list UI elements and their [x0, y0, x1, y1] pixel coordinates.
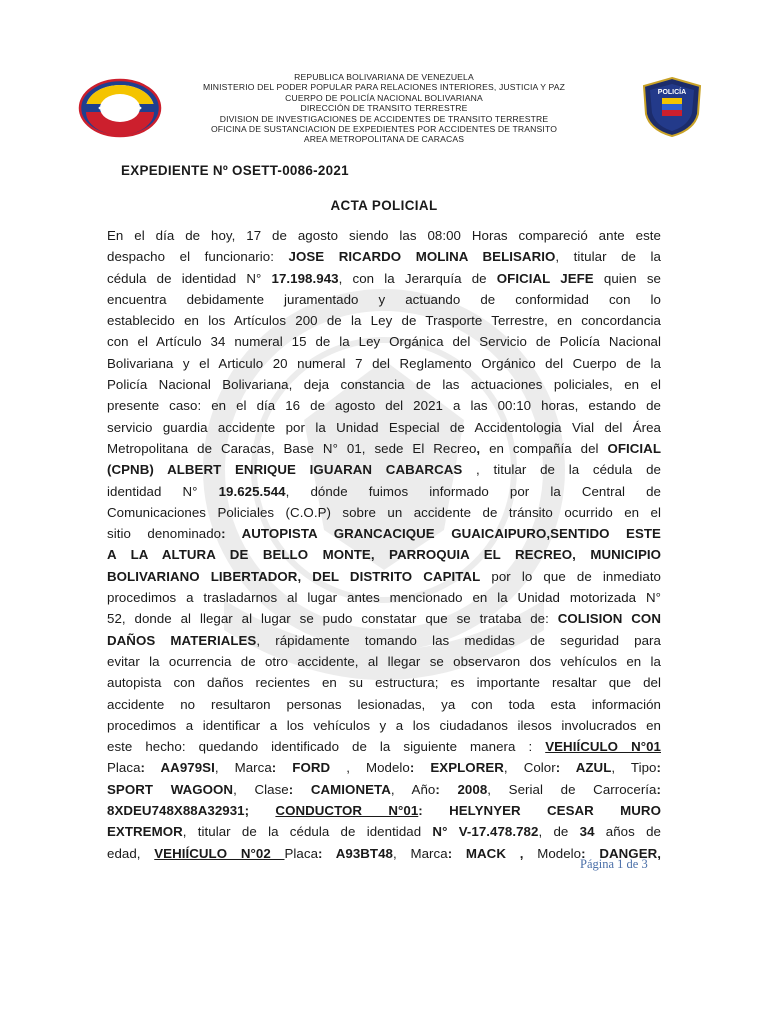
body-line: [107, 757, 661, 778]
body-line: [107, 630, 661, 651]
text-run: presente caso: en el día 16 de agosto del 2021 a las 00:10 horas, estando de: [107, 398, 661, 414]
text-run: 52, donde al llegar al lugar se pudo constatar que se trataba de:: [107, 611, 558, 627]
text-run: : CAMIONETA: [288, 781, 391, 797]
text-run: 19.625.544: [218, 483, 286, 499]
header-line: AREA METROPOLITANA DE CARACAS: [303, 134, 465, 145]
text-run: A LA ALTURA DE BELLO MONTE, PARROQUIA EL RECREO, MUNICIPIO: [107, 547, 661, 563]
text-run: 17.198.943: [271, 270, 339, 286]
text-run: , Marca: [393, 845, 448, 861]
text-run: , rápidamente tomando las medidas de seguridad para: [256, 632, 661, 648]
body-line: [107, 289, 661, 310]
body-line: [107, 481, 661, 502]
body-line: [107, 821, 661, 842]
body-line: [107, 502, 661, 523]
body-line: [107, 608, 661, 629]
text-run: En el día de hoy, 17 de agosto siendo las 08:00 Horas compareció ante este: [107, 228, 661, 243]
document-title: ACTA POLICIAL: [330, 198, 438, 213]
text-run: , Serial de Carrocería: [487, 781, 657, 797]
text-run: evitar la ocurrencia de otro accidente, al llegar se observaron dos vehículos en la: [107, 653, 661, 669]
text-run: :: [656, 781, 661, 797]
header-line: DIVISION DE INVESTIGACIONES DE ACCIDENTES DE TRANSITO TERRESTRE: [219, 113, 549, 124]
text-run: : A93BT48: [318, 845, 393, 861]
text-run: Policía Nacional Bolivariana, deja constancia de las actuaciones policiales, en el: [107, 377, 661, 393]
text-run: encuentra debidamente juramentado y actuando de conformidad con lo: [107, 291, 661, 307]
body-line: [107, 843, 661, 864]
text-run: : HELYNYER CESAR MURO: [418, 803, 661, 819]
text-run: : AZUL: [555, 760, 612, 776]
text-run: en compañía del: [480, 440, 608, 456]
text-run: 8XDEU748X88A32931;: [107, 803, 276, 819]
body-line: [107, 331, 661, 352]
text-run: procedimos a trasladarnos al lugar antes mencionado en la Unidad motorizada N°: [107, 590, 661, 606]
body-line: [107, 225, 661, 246]
case-number: EXPEDIENTE Nº OSETT-0086-2021: [121, 163, 349, 178]
body-line: [107, 268, 661, 289]
text-run: OFICIAL JEFE: [496, 270, 594, 286]
body-line: [107, 246, 661, 267]
text-run: VEHIÍCULO N°02: [154, 845, 285, 861]
document-header: [160, 72, 608, 145]
body-line: [107, 736, 661, 757]
text-run: Modelo: [523, 845, 582, 861]
text-run: : AA979SI: [140, 760, 215, 776]
body-line: [107, 779, 661, 800]
text-run: CONDUCTOR N°01: [275, 803, 419, 819]
text-run: , titular de la cédula de: [462, 462, 661, 478]
body-line: [107, 374, 661, 395]
body-line: [107, 651, 661, 672]
text-run: BOLIVARIANO LIBERTADOR, DEL DISTRITO CAPITAL: [107, 568, 481, 584]
body-line: [107, 544, 661, 565]
text-run: sitio denominado: [107, 526, 222, 542]
text-run: , Modelo: [330, 760, 410, 776]
document-body: [107, 225, 661, 864]
text-run: accidente no resultaron personas lesionadas, ya con toda esta información: [107, 696, 661, 712]
text-run: , Color: [503, 760, 556, 776]
text-run: servicio guardia accidente por la Unidad Especial de Accidentologia Vial del Área: [107, 419, 661, 435]
text-run: VEHIÍCULO N°01: [545, 739, 661, 755]
body-line: [107, 459, 661, 480]
body-line: [107, 523, 661, 544]
header-line: OFICINA DE SUSTANCIACION DE EXPEDIENTES POR ACCIDENTES DE TRANSITO: [210, 124, 558, 135]
ministry-seal-logo: [78, 78, 162, 138]
text-run: :: [656, 760, 661, 776]
text-run: SPORT WAGOON: [107, 781, 234, 797]
text-run: EXTREMOR: [107, 824, 183, 840]
text-run: 34: [579, 824, 595, 840]
text-run: ,: [476, 440, 481, 456]
text-run: cédula de identidad N°: [107, 270, 272, 286]
text-run: COLISION CON: [557, 611, 661, 627]
header-line: MINISTERIO DEL PODER POPULAR PARA RELACIONES INTERIORES, JUSTICIA Y PAZ: [202, 82, 566, 93]
text-run: quien se: [593, 270, 661, 286]
body-line: [107, 417, 661, 438]
text-run: , titular de la cédula de identidad: [182, 824, 433, 840]
text-run: Bolivariana y el Articulo 20 numeral 7 del Reglamento Orgánico del Cuerpo de la: [107, 355, 661, 371]
header-line: REPUBLICA BOLIVARIANA DE VENEZUELA: [294, 72, 474, 82]
body-line: [107, 353, 661, 374]
text-run: , titular de la: [555, 249, 661, 265]
text-run: Comunicaciones Policiales (C.O.P) sobre un accidente de tránsito ocurrido en el: [107, 504, 661, 520]
text-run: : AUTOPISTA GRANCACIQUE GUAICAIPURO,SENTIDO ESTE: [221, 526, 661, 542]
body-line: [107, 715, 661, 736]
text-run: autopista con daños recientes en su estructura; es importante resaltar que del: [107, 675, 661, 691]
text-run: , dónde fuimos informado por la Central de: [285, 483, 661, 499]
body-line: [107, 800, 661, 821]
text-run: : FORD: [271, 760, 331, 776]
body-line: [107, 566, 661, 587]
body-line: [107, 694, 661, 715]
text-run: por lo que de inmediato: [480, 568, 661, 584]
text-run: identidad N°: [107, 483, 219, 499]
text-run: procedimos a identificar a los vehículos y a los ciudadanos ilesos involucrados en: [107, 717, 661, 733]
text-run: Placa: [107, 760, 141, 776]
text-run: Placa: [284, 845, 319, 861]
text-run: despacho el funcionario:: [107, 249, 289, 265]
text-run: DAÑOS MATERIALES: [107, 632, 257, 648]
body-line: [107, 587, 661, 608]
body-line: [107, 438, 661, 459]
text-run: Metropolitana de Caracas, Base N° 01, sede El Recreo: [107, 440, 477, 456]
body-line: [107, 395, 661, 416]
text-run: : DANGER,: [581, 845, 661, 861]
page-number: Página 1 de 3: [580, 857, 648, 871]
text-run: JOSE RICARDO MOLINA BELISARIO: [288, 249, 556, 265]
text-run: establecido en los Artículos 200 de la Ley de Trasporte Terrestre, en concordancia: [107, 313, 661, 329]
police-badge-logo: [640, 76, 704, 138]
badge-title: POLICÍA: [657, 89, 687, 96]
body-line: [107, 310, 661, 331]
text-run: este hecho: quedando identificado de la siguiente manera :: [107, 739, 546, 755]
header-line: DIRECCIÓN DE TRANSITO TERRESTRE: [300, 103, 468, 114]
header-line: CUERPO DE POLICÍA NACIONAL BOLIVARIANA: [285, 92, 483, 103]
text-run: OFICIAL: [607, 440, 661, 456]
text-run: (CPNB) ALBERT ENRIQUE IGUARAN CABARCAS: [107, 462, 463, 478]
text-run: edad,: [107, 845, 155, 861]
text-run: , Tipo: [611, 760, 657, 776]
text-run: , Clase: [233, 781, 289, 797]
text-run: , con la Jerarquía de: [338, 270, 497, 286]
text-run: , Año: [390, 781, 436, 797]
text-run: : MACK ,: [447, 845, 524, 861]
text-run: : EXPLORER: [409, 760, 504, 776]
text-run: N° V-17.478.782: [432, 824, 539, 840]
text-run: : 2008: [435, 781, 488, 797]
text-run: años de: [594, 824, 661, 840]
body-line: [107, 672, 661, 693]
text-run: con el Artículo 34 numeral 15 de la Ley Orgánica del Servicio de Policía Nacional: [107, 334, 661, 350]
text-run: , Marca: [214, 760, 272, 776]
text-run: , de: [538, 824, 580, 840]
